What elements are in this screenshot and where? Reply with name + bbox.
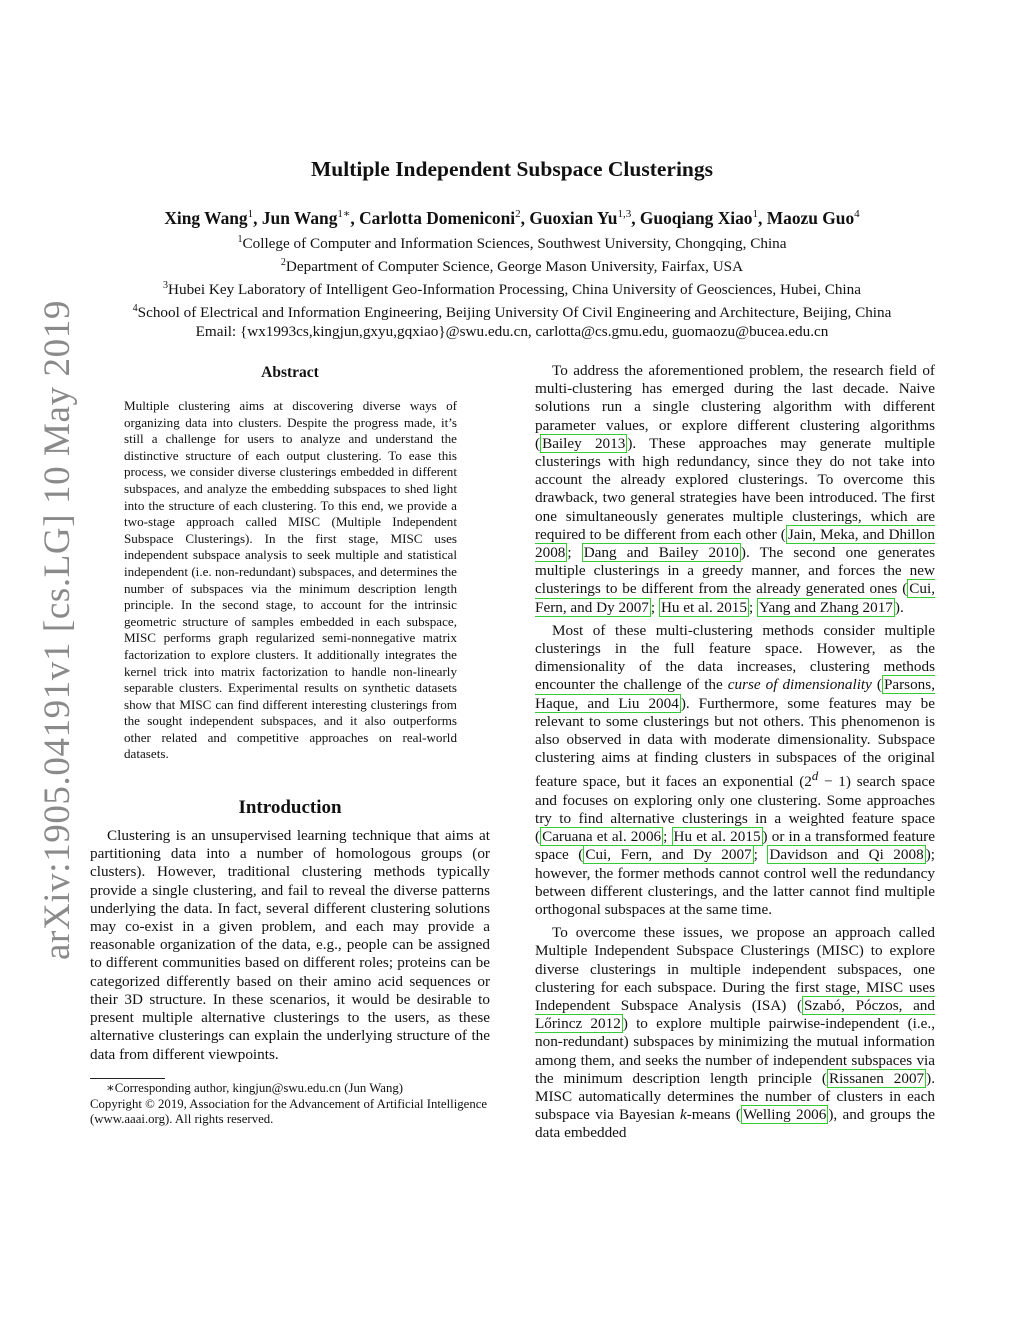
introduction-heading: Introduction <box>238 797 342 819</box>
citation-link[interactable]: Bailey 2013 <box>542 434 626 452</box>
author-affiliation-mark: 1 <box>247 208 254 220</box>
author-name: Guoxian Yu <box>529 207 618 228</box>
author-email: Email: {wx1993cs,kingjun,gxyu,gqxiao}@swu.edu.cn, carlotta@cs.gmu.edu, guomaozu@bucea.edu.cn <box>195 323 829 341</box>
author-affiliation-mark: 1∗ <box>337 208 351 220</box>
citation-link[interactable]: Rissanen 2007 <box>828 1069 925 1087</box>
body-paragraph: To overcome these issues, we propose an approach called Multiple Independent Subspace Clusterings (MISC) to explore diverse clusterings in multiple independent subspaces, one clustering for each subspace. During the first stage, MISC uses Independent Subspace Analysis (ISA) ( Szabó, Póczos, and Lőrincz 2012 ) to explore multiple pairwise-independent (i.e., non-redundant) subspaces by minimizing the mutual information among them, and seeks the number of independent subspaces via the minimum description length principle ( Rissanen 2007 ). MISC automatically determines the number of clusters in each subspace via Bayesian k-means ( Welling 2006 ), and groups the data embedded <box>535 924 935 1142</box>
author-name: Maozu Guo <box>766 207 855 228</box>
author-affiliation-mark: 1,3 <box>617 208 632 220</box>
corresponding-author-note: ∗Corresponding author, kingjun@swu.edu.cn (Jun Wang) <box>106 1080 403 1095</box>
citation-link[interactable]: Hu et al. 2015 <box>660 598 747 616</box>
affiliation-line: $^2$Department of Computer Science, George Mason University, Fairfax, USA <box>280 257 744 276</box>
affiliation-line: $^1$College of Computer and Information Sciences, Southwest University, Chongqing, China <box>237 234 787 253</box>
author-name: Jun Wang <box>261 207 338 228</box>
footnote <box>90 1081 490 1128</box>
author-name: Carlotta Domeniconi <box>359 207 516 228</box>
author-affiliation-mark: 1 <box>752 208 758 220</box>
citation-link[interactable]: Welling 2006 <box>742 1106 827 1124</box>
affiliation-line: $^3$Hubei Key Laboratory of Intelligent Geo-Information Processing, China University of Geosciences, Hubei, China <box>163 280 861 299</box>
citation-link[interactable]: Parsons, Haque, and Liu 2004 <box>535 676 935 712</box>
citation-link[interactable]: Hu et al. 2015 <box>673 828 761 846</box>
paper-title: Multiple Independent Subspace Clusterings <box>310 157 713 181</box>
author-list: Xing Wang$^1$, Jun Wang$^{1∗}$, Carlotta Domeniconi$^2$, Guoxian Yu$^{1,3}$, Guoqiang Xiao$^1$, Maozu Guo$^4$ <box>164 207 860 228</box>
copyright-notice: Copyright © 2019, Association for the Advancement of Artificial Intelligence (www.aaai.org). All rights reserved. <box>90 1096 488 1127</box>
citation-link[interactable]: Yang and Zhang 2017 <box>759 598 893 616</box>
affiliation-block <box>0 230 1024 341</box>
abstract-heading: Abstract <box>261 364 319 381</box>
citation-link[interactable]: Cui, Fern, and Dy 2007 <box>585 846 752 864</box>
body-paragraph: Most of these multi-clustering methods consider multiple clusterings in the full feature space. However, as the dimensionality of the data increases, clustering methods encounter the challenge of the curse of dimensionality ( Parsons, Haque, and Liu 2004 ). Furthermore, some features may be relevant to some clusterings but not others. This phenomenon is also observed in data with moderate dimensionality. Subspace clustering aims at finding clusters in subspaces of the original feature space, but it faces an exponential $(2^d - 1)$ search space and focuses on exploring only one clustering. Some approaches try to find alternative clusterings in a weighted feature space ( Caruana et al. 2006 ; Hu et al. 2015 ) or in a transformed feature space ( Cui, Fern, and Dy 2007 ; Davidson and Qi 2008 ); however, the former methods cannot control well the redundancy between different clusterings, and the latter cannot find multiple orthogonal subspaces at the same time. <box>535 621 935 918</box>
citation-link[interactable]: Jain, Meka, and Dhillon 2008 <box>535 525 935 562</box>
body-paragraph: To address the aforementioned problem, the research field of multi-clustering has emerged during the last decade. Naive solutions run a single clustering algorithm with different parameter values, or explore different clustering algorithms ( Bailey 2013 ). These approaches may generate multiple clusterings with high redundancy, since they do not take into account the already explored clusterings. To overcome this drawback, two general strategies have been introduced. The first one simultaneously generates multiple clusterings, which are required to be different from each other ( Jain, Meka, and Dhillon 2008 ; Dang and Bailey 2010 ). The second one generates multiple clusterings in a greedy manner, and forces the new clusterings to be different from the already generated ones ( Cui, Fern, and Dy 2007 ; Hu et al. 2015 ; Yang and Zhang 2017 ). <box>535 362 935 616</box>
author-affiliation-mark: 4 <box>854 208 860 220</box>
right-column <box>535 362 935 1143</box>
arxiv-identifier-text: arXiv:1905.04191v1 [cs.LG] 10 May 2019 <box>37 300 78 960</box>
author-name: Guoqiang Xiao <box>639 207 753 228</box>
citation-link[interactable]: Caruana et al. 2006 <box>542 828 662 846</box>
left-column <box>90 362 490 1128</box>
emphasis-text: curse of dimensionality <box>727 676 872 694</box>
citation-link[interactable]: Dang and Bailey 2010 <box>583 544 739 562</box>
citation-link[interactable]: Cui, Fern, and Dy 2007 <box>535 580 935 616</box>
introduction-paragraph: Clustering is an unsupervised learning technique that aims at partitioning data into a number of homologous groups (or clusters). However, traditional clustering methods typically provide a single clustering, and fail to reveal the diverse patterns underlying the data. In fact, several different clustering solutions may co-exist in a given problem, and each may provide a reasonable organization of the data, e.g., people can be assigned to different communities based on different roles; proteins can be categorized differently based on their amino acid sequences or their 3D structure. In these scenarios, it would be desirable to present multiple alternative clusterings to the users, as these alternative clusterings can explain the underlying structure of the data from different viewpoints. <box>90 827 490 1063</box>
author-name: Xing Wang <box>164 207 248 228</box>
citation-link[interactable]: Davidson and Qi 2008 <box>769 846 924 864</box>
author-affiliation-mark: 2 <box>515 208 521 220</box>
footnote-divider <box>90 1078 165 1079</box>
affiliation-line: $^4$School of Electrical and Information Engineering, Beijing University Of Civil Engineering and Architecture, Beijing, China <box>132 303 892 322</box>
abstract-text: Multiple clustering aims at discovering diverse ways of organizing data into clusters. Despite the progress made, it’s still a challenge for users to analyze and understand the distinctive structure of each output clustering. To ease this process, we consider diverse clusterings embedded in different subspaces, and analyze the embedding subspaces to shed light into the structure of each clustering. To this end, we provide a two-stage approach called MISC (Multiple Independent Subspace Clusterings). In the first stage, MISC uses independent subspace analysis to seek multiple and statistical independent (i.e. non-redundant) subspaces, and determines the number of subspaces via the minimum description length principle. In the second stage, to account for the intrinsic geometric structure of samples embedded in each subspace, MISC performs graph regularized semi-nonnegative matrix factorization to explore clusters. It additionally integrates the kernel trick into matrix factorization to handle non-linearly separable clusters. Experimental results on synthetic datasets show that MISC can find different interesting clusterings from the sought independent subspaces, and it also outperforms other related and competitive approaches on real-world datasets. <box>124 398 457 762</box>
citation-link[interactable]: Szabó, Póczos, and Lőrincz 2012 <box>535 996 935 1033</box>
math-exponent: d <box>811 769 819 784</box>
math-variable: k <box>679 1106 687 1124</box>
